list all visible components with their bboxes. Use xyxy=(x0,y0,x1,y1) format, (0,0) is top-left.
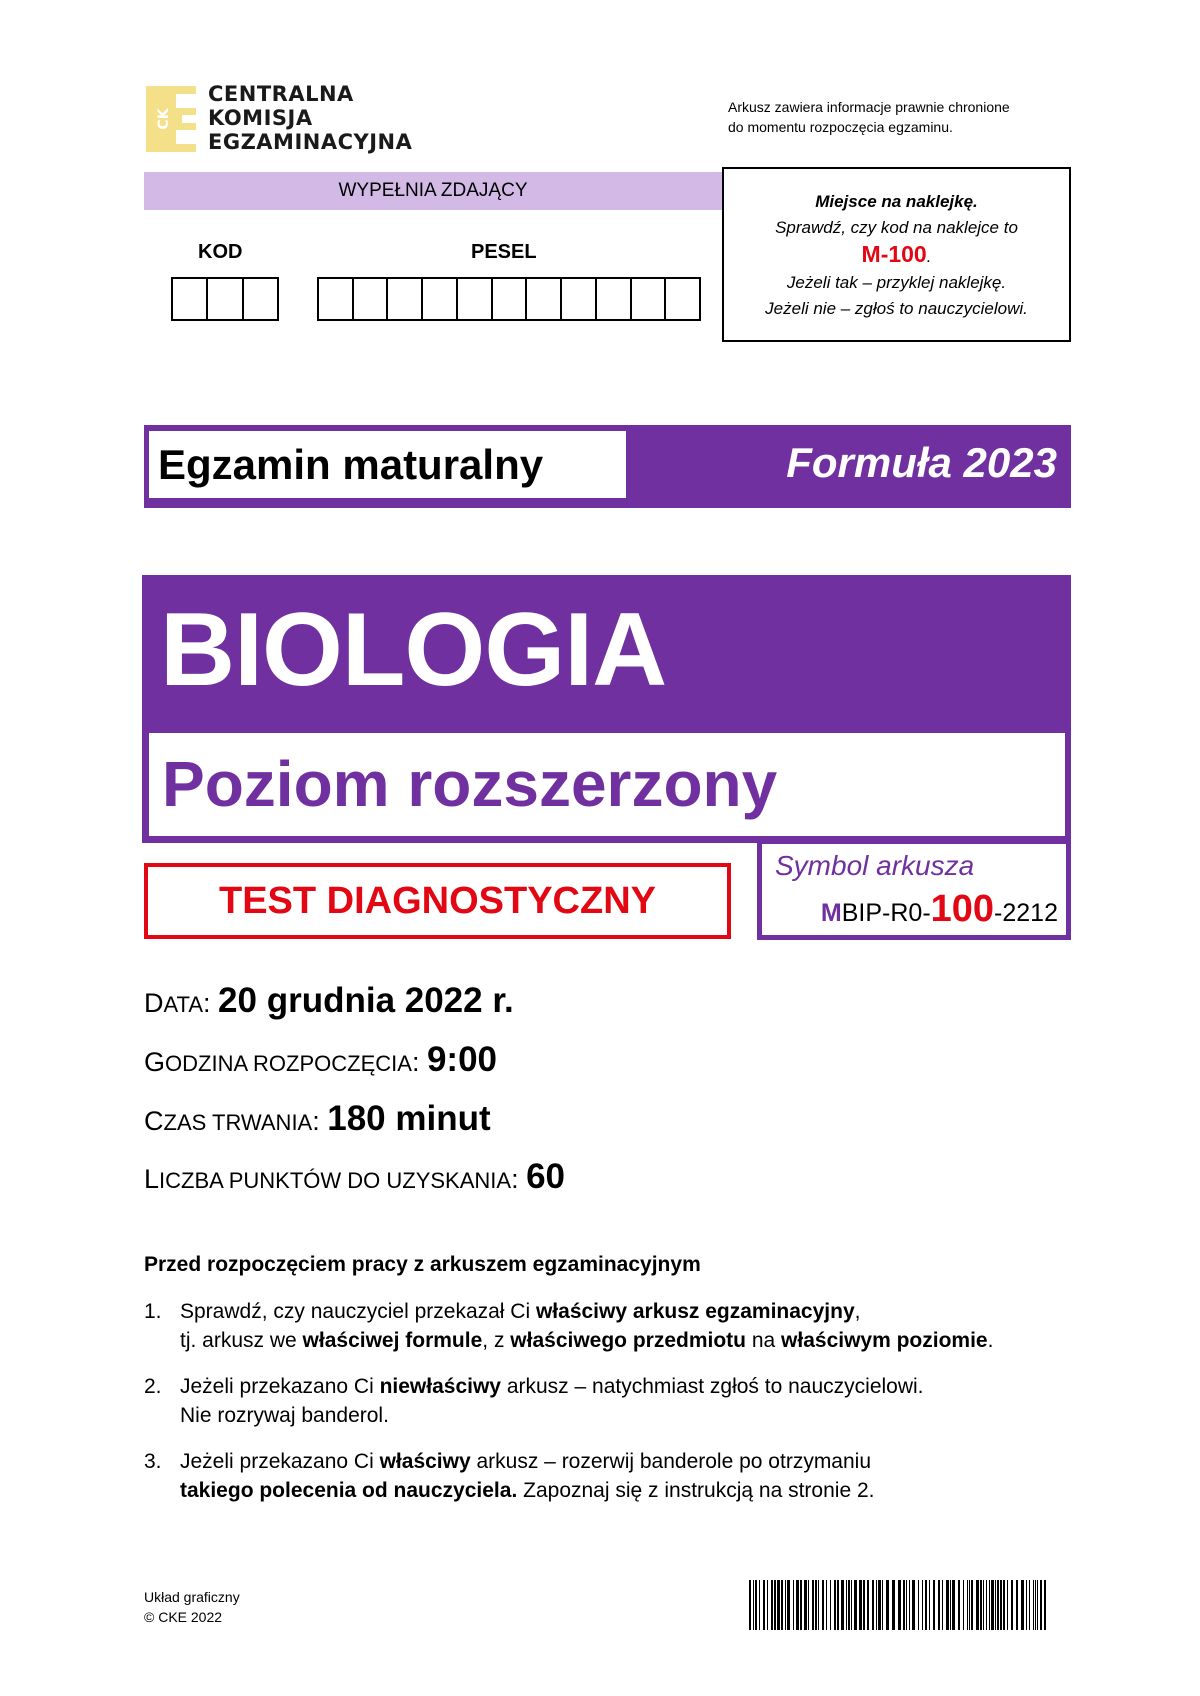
barcode-bar xyxy=(1044,1580,1046,1630)
barcode-bar xyxy=(983,1580,984,1630)
pesel-input-boxes[interactable] xyxy=(317,277,701,321)
barcode-bar xyxy=(946,1580,949,1630)
symbol-box xyxy=(757,839,1071,940)
barcode-bar xyxy=(971,1580,973,1630)
barcode-bar xyxy=(1021,1580,1024,1630)
subject-level: Poziom rozszerzony xyxy=(149,733,1065,836)
barcode-bar xyxy=(830,1580,831,1630)
barcode-bar xyxy=(774,1580,776,1630)
cke-logo-text xyxy=(208,82,412,154)
barcode-bar xyxy=(787,1580,790,1630)
barcode-bar xyxy=(909,1580,910,1630)
barcode-bar xyxy=(785,1580,786,1630)
sticker-line: Jeżeli tak – przyklej naklejkę. xyxy=(786,273,1007,292)
barcode-bar xyxy=(1040,1580,1042,1630)
logo-line: KOMISJA xyxy=(208,106,313,130)
barcode-bar xyxy=(796,1580,799,1630)
symbol-label: Symbol arkusza xyxy=(775,850,975,881)
barcode-bar xyxy=(872,1580,874,1630)
barcode-bar xyxy=(834,1580,836,1630)
barcode-bar xyxy=(980,1580,982,1630)
legal-note-line: do momentu rozpoczęcia egzaminu. xyxy=(728,119,953,135)
instructions-list xyxy=(144,1297,1074,1522)
barcode-bar xyxy=(991,1580,994,1630)
barcode-bar xyxy=(749,1580,751,1630)
exam-bar xyxy=(144,425,1071,508)
barcode-bar xyxy=(753,1580,754,1630)
kod-input-boxes[interactable] xyxy=(171,277,279,321)
barcode-bar xyxy=(808,1580,809,1630)
barcode-bar xyxy=(969,1580,970,1630)
barcode-bar xyxy=(863,1580,865,1630)
barcode-bar xyxy=(755,1580,757,1630)
barcode-bar xyxy=(1037,1580,1038,1630)
barcode-bar xyxy=(826,1580,827,1630)
barcode-bar xyxy=(976,1580,979,1630)
sticker-line: Sprawdź, czy kod na naklejce to xyxy=(775,218,1018,237)
kod-label: KOD xyxy=(198,241,243,263)
sticker-line: Jeżeli nie – zgłoś to nauczycielowi. xyxy=(765,299,1028,318)
symbol-prefix-bold: M xyxy=(820,899,842,927)
legal-note xyxy=(728,97,1010,137)
sticker-code: M-100 xyxy=(861,241,927,267)
barcode-bar xyxy=(837,1580,839,1630)
test-label: TEST DIAGNOSTYCZNY xyxy=(144,863,731,939)
barcode-bar xyxy=(867,1580,869,1630)
barcode-bar xyxy=(800,1580,802,1630)
barcode-bar xyxy=(906,1580,907,1630)
barcode-bar xyxy=(1033,1580,1034,1630)
cke-logo-icon xyxy=(146,86,196,152)
barcode-bar xyxy=(841,1580,844,1630)
barcode-bar xyxy=(1007,1580,1008,1630)
barcode-bar xyxy=(925,1580,927,1630)
barcode-bar xyxy=(1035,1580,1036,1630)
footer-line: Układ graficzny xyxy=(144,1589,240,1605)
barcode-bar xyxy=(967,1580,968,1630)
sticker-code-suffix: . xyxy=(926,247,932,266)
candidate-header: WYPEŁNIA ZDAJĄCY xyxy=(338,180,528,201)
barcode-bar xyxy=(882,1580,883,1630)
barcode-bar xyxy=(818,1580,819,1630)
info-date: DATA: 20 grudnia 2022 r. xyxy=(144,981,514,1020)
subject-block xyxy=(142,575,1071,843)
barcode-bar xyxy=(1016,1580,1018,1630)
barcode-bar xyxy=(1029,1580,1030,1630)
list-item: 1. Sprawdź, czy nauczyciel przekazał Ci właściwy arkusz egzaminacyjny, tj. arkusz we właściwej formule, z właściwego przedmiotu na właściwym poziomie. xyxy=(144,1300,994,1352)
barcode-bar xyxy=(938,1580,940,1630)
barcode-bar xyxy=(942,1580,943,1630)
sticker-title: Miejsce na naklejkę. xyxy=(815,192,978,211)
barcode-bar xyxy=(1000,1580,1002,1630)
barcode-bar xyxy=(846,1580,847,1630)
barcode-bar xyxy=(958,1580,960,1630)
logo-mark-text: CK xyxy=(156,108,172,130)
barcode-bar xyxy=(781,1580,783,1630)
legal-note-line: Arkusz zawiera informacje prawnie chronione xyxy=(728,99,1010,115)
barcode-bar xyxy=(854,1580,857,1630)
barcode-bar xyxy=(997,1580,999,1630)
barcode-bar xyxy=(878,1580,881,1630)
footer xyxy=(144,1587,240,1627)
barcode-bar xyxy=(989,1580,990,1630)
barcode-bar xyxy=(804,1580,807,1630)
barcode-bar xyxy=(812,1580,814,1630)
barcode-bar xyxy=(886,1580,889,1630)
barcode-bar xyxy=(903,1580,905,1630)
barcode-bar xyxy=(767,1580,768,1630)
barcode-bar xyxy=(995,1580,996,1630)
barcode-bar xyxy=(763,1580,765,1630)
footer-line: © CKE 2022 xyxy=(144,1609,223,1625)
logo-line: EGZAMINACYJNA xyxy=(208,130,413,154)
symbol-number: 100 xyxy=(930,888,995,930)
barcode-bar xyxy=(848,1580,850,1630)
barcode-bar xyxy=(912,1580,915,1630)
barcode-bar xyxy=(950,1580,951,1630)
list-item: 2. Jeżeli przekazano Ci niewłaściwy arkusz – natychmiast zgłoś to nauczycielowi. Nie rozrywaj banderol. xyxy=(144,1375,924,1427)
barcode-bar xyxy=(986,1580,987,1630)
barcode-bar xyxy=(815,1580,817,1630)
barcode-bar xyxy=(952,1580,955,1630)
sticker-area xyxy=(722,167,1071,342)
barcode-bar xyxy=(933,1580,935,1630)
barcode-bar xyxy=(918,1580,919,1630)
symbol-prefix: BIP-R0- xyxy=(841,899,931,927)
info-points: LICZBA PUNKTÓW DO UZYSKANIA: 60 xyxy=(144,1157,566,1196)
symbol-code xyxy=(821,888,1058,931)
list-item: 3. Jeżeli przekazano Ci właściwy arkusz – rozerwij banderole po otrzymaniu takiego polecenia od nauczyciela. Zapoznaj się z instrukcją na stronie 2. xyxy=(144,1450,875,1502)
barcode-bar xyxy=(759,1580,760,1630)
barcode-bar xyxy=(859,1580,862,1630)
barcode-bar xyxy=(822,1580,824,1630)
barcode-bar xyxy=(1011,1580,1013,1630)
instructions-heading: Przed rozpoczęciem pracy z arkuszem egzaminacyjnym xyxy=(144,1253,701,1276)
pesel-label: PESEL xyxy=(471,241,537,263)
barcode-bar xyxy=(898,1580,901,1630)
barcode-bar xyxy=(771,1580,773,1630)
exam-formula: Formuła 2023 xyxy=(786,439,1057,486)
candidate-header-bar xyxy=(144,172,722,210)
info-start-time: GODZINA ROZPOCZĘCIA: 9:00 xyxy=(144,1040,498,1079)
barcode-bar xyxy=(876,1580,877,1630)
subject-title: BIOLOGIA xyxy=(160,592,667,708)
barcode-bar xyxy=(892,1580,895,1630)
barcode-bar xyxy=(851,1580,852,1630)
barcode-bar xyxy=(793,1580,794,1630)
barcode-bar xyxy=(922,1580,923,1630)
barcode-bar xyxy=(929,1580,930,1630)
symbol-suffix: -2212 xyxy=(994,899,1058,927)
logo-line: CENTRALNA xyxy=(208,82,354,106)
info-duration: CZAS TRWANIA: 180 minut xyxy=(144,1099,491,1138)
barcode xyxy=(749,1580,1054,1630)
exam-name: Egzamin maturalny xyxy=(149,431,626,498)
barcode-bar xyxy=(963,1580,964,1630)
barcode-bar xyxy=(1026,1580,1027,1630)
barcode-bar xyxy=(777,1580,780,1630)
barcode-bar xyxy=(1003,1580,1005,1630)
